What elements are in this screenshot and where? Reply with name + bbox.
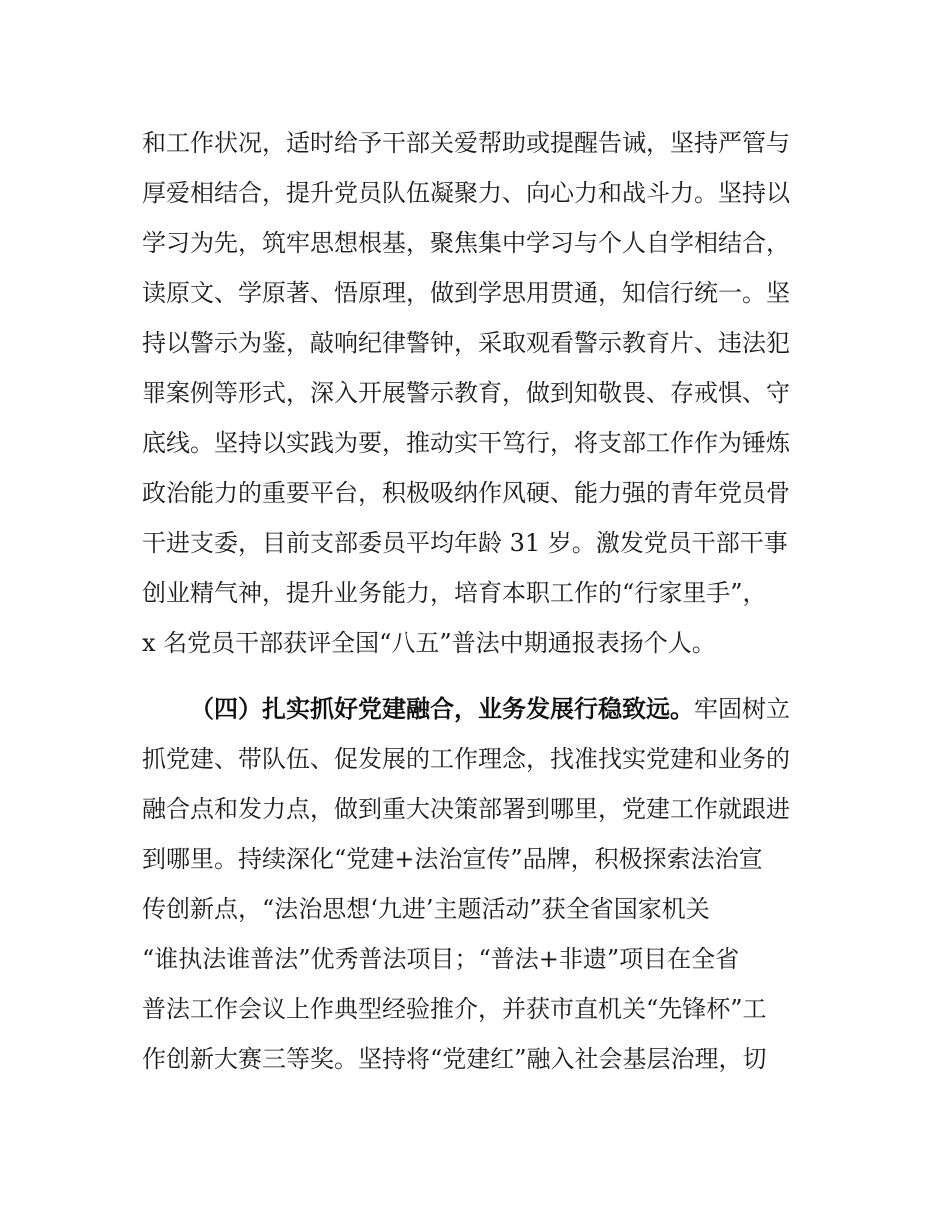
text-line: 传创新点，“法治思想‘九进’主题活动”获全省国家机关	[142, 895, 710, 923]
text-line: 和工作状况，适时给予干部关爱帮助或提醒告诫，坚持严管与	[142, 129, 790, 157]
text-line: 厚爱相结合，提升党员队伍凝聚力、向心力和战斗力。坚持以	[142, 179, 790, 207]
text-run: 牢固树立	[694, 695, 790, 723]
text-line: 作创新大赛三等奖。坚持将“党建红”融入社会基层治理，切	[142, 1045, 767, 1073]
text-line: “谁执法谁普法”优秀普法项目；“普法+非遗”项目在全省	[142, 945, 740, 973]
text-line: 持以警示为鉴，敲响纪律警钟，采取观看警示教育片、违法犯	[142, 329, 790, 357]
text-line: x 名党员干部获评全国“八五”普法中期通报表扬个人。	[142, 629, 716, 657]
text-line: 罪案例等形式，深入开展警示教育，做到知敬畏、存戒惧、守	[142, 379, 790, 407]
text-line: 读原文、学原著、悟原理，做到学思用贯通，知信行统一。坚	[142, 279, 790, 307]
text-line: 到哪里。持续深化“党建+法治宣传”品牌，积极探索法治宣	[142, 845, 763, 873]
text-line: 普法工作会议上作典型经验推介，并获市直机关“先锋杯”工	[142, 995, 767, 1023]
text-line: 创业精气神，提升业务能力，培育本职工作的“行家里手”，	[142, 579, 767, 607]
text-line: 干进支委，目前支部委员平均年龄 31 岁。激发党员干部干事	[142, 529, 788, 557]
section-heading: （四）扎实抓好党建融合，业务发展行稳致远。	[190, 695, 694, 723]
text-line: 抓党建、带队伍、促发展的工作理念，找准找实党建和业务的	[142, 745, 790, 773]
text-line: 政治能力的重要平台，积极吸纳作风硬、能力强的青年党员骨	[142, 479, 790, 507]
section-heading-line	[190, 689, 820, 729]
text-line: 融合点和发力点，做到重大决策部署到哪里，党建工作就跟进	[142, 795, 790, 823]
text-line: 底线。坚持以实践为要，推动实干笃行，将支部工作作为锤炼	[142, 429, 790, 457]
text-line: 学习为先，筑牢思想根基，聚焦集中学习与个人自学相结合，	[142, 229, 790, 257]
